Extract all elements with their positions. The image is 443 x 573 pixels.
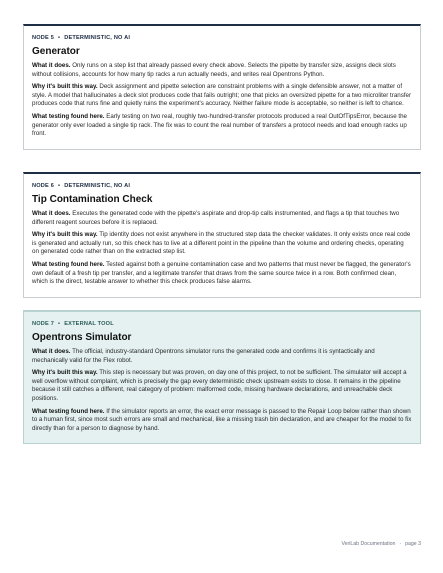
node-kind: DETERMINISTIC, NO AI bbox=[64, 183, 131, 189]
section-label: Why it's built this way. bbox=[32, 231, 98, 239]
section-what-it-does bbox=[32, 62, 412, 79]
node-title: Opentrons Simulator bbox=[32, 332, 132, 343]
node-tag bbox=[32, 321, 412, 327]
node-card-opentrons-simulator bbox=[23, 310, 421, 444]
section-label: What testing found here. bbox=[32, 407, 105, 415]
section-text: This step is necessary but was proven, on day one of this project, to not be sufficient. The simulator will accept a well overflow without complaint, which is precisely the gap every deterministic check upstream exists to close. It remains in the pipeline because it still catches a different, real category of problem: malformed code, missing hardware declarations, and unreachable deck positions. bbox=[32, 369, 407, 402]
section-testing bbox=[32, 408, 412, 434]
tag-separator: • bbox=[58, 35, 61, 41]
node-number: NODE 6 bbox=[32, 183, 55, 189]
section-testing bbox=[32, 261, 412, 287]
node-tag bbox=[32, 35, 412, 41]
node-title: Generator bbox=[32, 46, 80, 57]
section-why-built bbox=[32, 83, 412, 109]
section-label: What testing found here. bbox=[32, 112, 105, 120]
page-footer bbox=[341, 541, 421, 547]
node-number: NODE 5 bbox=[32, 35, 55, 41]
section-text: Only runs on a step list that already passed every check above. Selects the pipette by transfer size, assigns deck slots without collisions, accounts for how many tip racks a run actually needs, and writes real Opentrons Python. bbox=[32, 62, 396, 78]
node-card-generator bbox=[23, 24, 421, 150]
tag-separator: • bbox=[58, 321, 61, 327]
section-why-built bbox=[32, 231, 412, 257]
node-card-tip-contamination bbox=[23, 172, 421, 298]
section-label: What testing found here. bbox=[32, 260, 105, 268]
section-what-it-does bbox=[32, 348, 412, 365]
section-text: The official, industry-standard Opentrons simulator runs the generated code and confirms it is syntactically and mechanically valid for the Flex robot. bbox=[32, 348, 375, 364]
section-text: If the simulator reports an error, the exact error message is passed to the Repair Loop below rather than shown to a human first, since most such errors are small and mechanical, like a missing trash bin declaration, and are cheaper for the model to fix directly than for a person to diagnose by hand. bbox=[32, 407, 412, 432]
node-number: NODE 7 bbox=[32, 321, 55, 327]
footer-page-number: page 3 bbox=[405, 541, 421, 547]
section-label: Why it's built this way. bbox=[32, 369, 98, 377]
footer-separator: · bbox=[399, 541, 402, 547]
node-kind: EXTERNAL TOOL bbox=[64, 321, 114, 327]
section-text: Deck assignment and pipette selection are constraint problems with a single defensible answer, not a matter of style. A model that hallucinates a deck slot produces code that fails outright; one that picks an oversized pipette for a two microliter transfer produces code that runs fine and quietly ruins the experiment's accuracy. Neither failure mode is acceptable, so neither is left to chance. bbox=[32, 83, 412, 108]
section-label: What it does. bbox=[32, 210, 71, 217]
tag-separator: • bbox=[58, 183, 61, 189]
section-why-built bbox=[32, 369, 412, 403]
node-kind: DETERMINISTIC, NO AI bbox=[64, 35, 131, 41]
section-label: What it does. bbox=[32, 348, 71, 355]
node-title: Tip Contamination Check bbox=[32, 194, 153, 205]
section-label: What it does. bbox=[32, 62, 71, 69]
node-tag bbox=[32, 183, 412, 189]
footer-doc-title: VeriLab Documentation bbox=[341, 541, 396, 547]
section-text: Executes the generated code with the pipette's aspirate and drop-tip calls instrumented, and flags a tip that touches two different reagent sources before it is replaced. bbox=[32, 210, 400, 226]
section-text: Tip identity does not exist anywhere in the structured step data the checker validates. It only exists once real code is generated and actually run, so this check has to live at a different point in the pipeline than the volume and ordering checks, operating on generated code rather than on the extracted step list. bbox=[32, 231, 411, 256]
section-label: Why it's built this way. bbox=[32, 83, 98, 91]
section-testing bbox=[32, 113, 412, 139]
section-text: Tested against both a genuine contamination case and two patterns that must never be flagged, the generator's own default of a fresh tip per transfer, and a legitimate transfer that draws from the same source twice in a row. Both confirmed clean, which is the direct, testable answer to whether this check produces false alarms. bbox=[32, 260, 411, 286]
section-text: Early testing on two real, roughly two-hundred-transfer protocols produced a real OutOfTipsError, because the generator only ever loaded a single tip rack. The fix was to count the real number of transfers a protocol needs and load enough racks up front. bbox=[32, 112, 407, 138]
section-what-it-does bbox=[32, 210, 412, 227]
